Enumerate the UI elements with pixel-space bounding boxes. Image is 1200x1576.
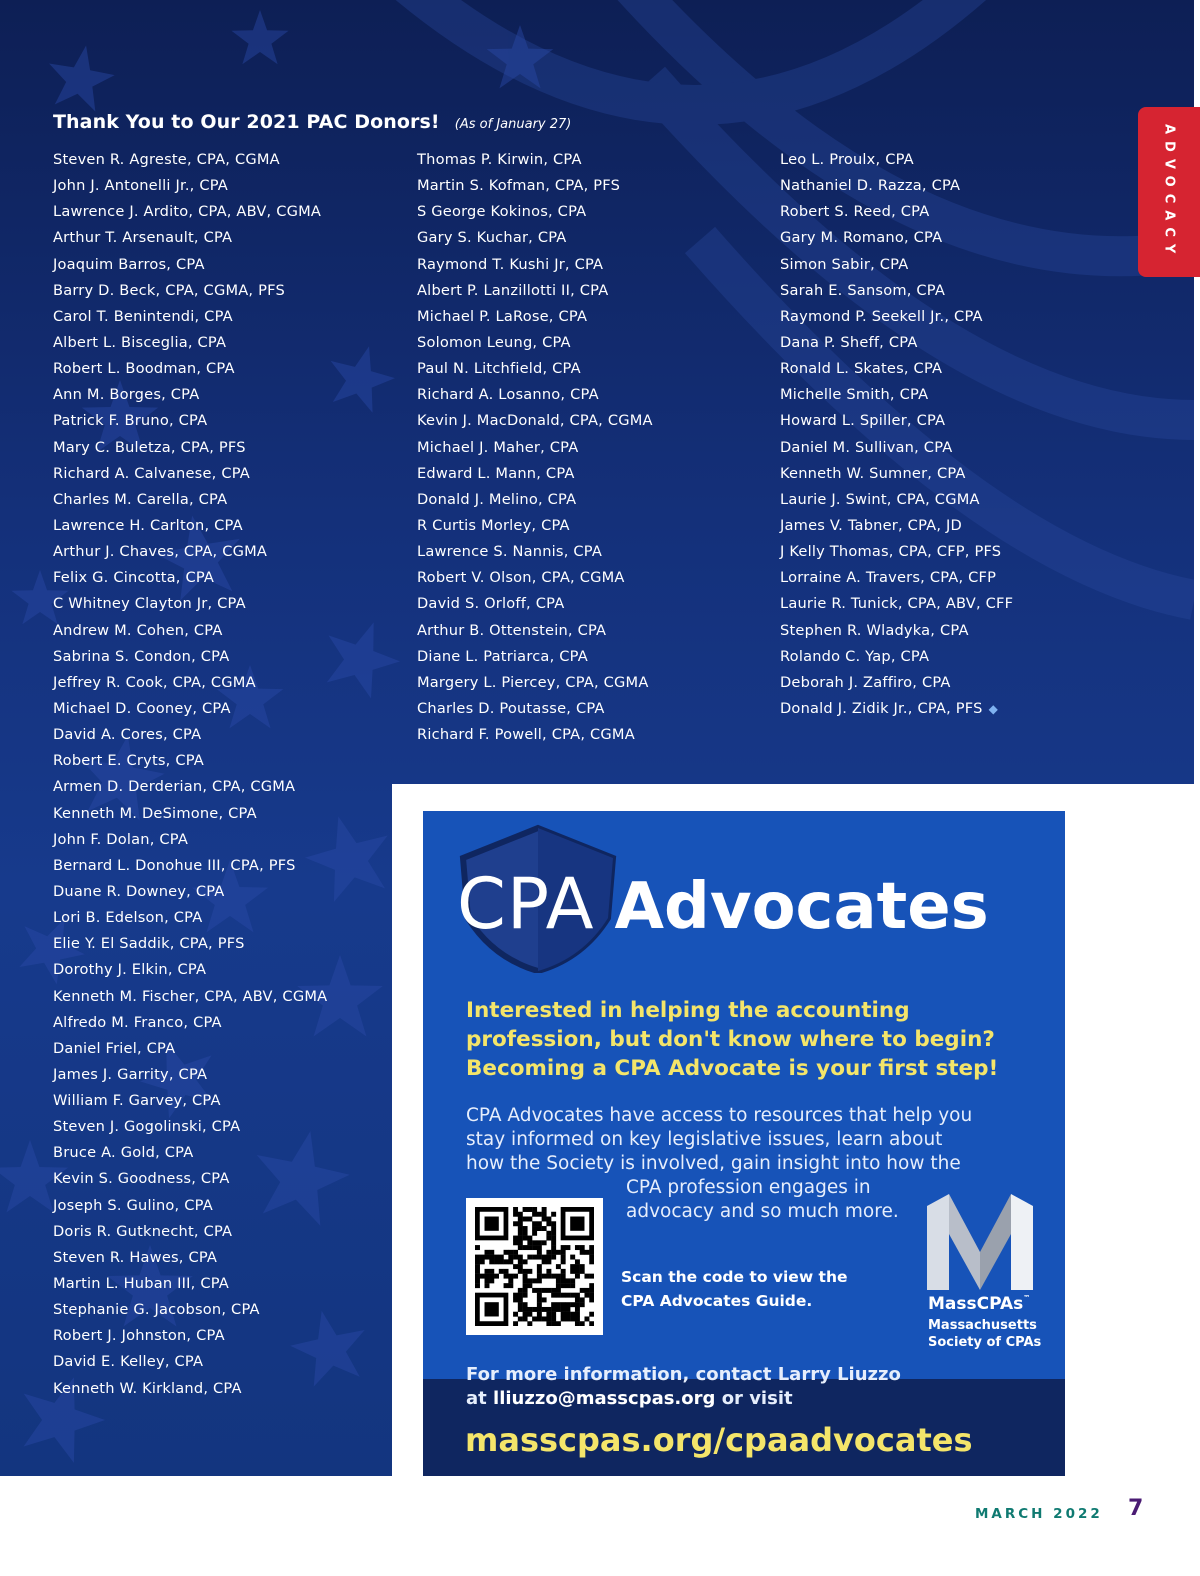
donor-name: Michael D. Cooney, CPA xyxy=(53,699,231,717)
donor-name: Ann M. Borges, CPA xyxy=(53,386,200,404)
end-mark-icon: ◆ xyxy=(988,701,998,716)
donor-name: Albert P. Lanzillotti II, CPA xyxy=(417,281,609,299)
donor-name: Alfredo M. Franco, CPA xyxy=(53,1013,222,1031)
section-tab-label: ADVOCACY xyxy=(1161,123,1177,261)
contact-email-link[interactable]: lliuzzo@masscpas.org xyxy=(493,1388,716,1409)
donor-list-column-2 xyxy=(417,150,653,751)
donor-name: Sabrina S. Condon, CPA xyxy=(53,647,230,665)
donor-name: Donald J. Melino, CPA xyxy=(417,490,577,508)
donor-name: Michelle Smith, CPA xyxy=(780,386,929,404)
donor-name: Robert S. Reed, CPA xyxy=(780,203,930,221)
donor-name: Dorothy J. Elkin, CPA xyxy=(53,961,207,979)
donor-name: Robert E. Cryts, CPA xyxy=(53,752,204,770)
donors-heading xyxy=(53,111,571,133)
donor-name: Sarah E. Sansom, CPA xyxy=(780,281,946,299)
donor-list-column-3 xyxy=(780,150,1013,725)
donor-name: Kenneth W. Kirkland, CPA xyxy=(53,1379,242,1397)
ad-contact: For more information, contact Larry Liuzzo at lliuzzo@masscpas.org or visit xyxy=(466,1364,901,1409)
donor-name: Robert L. Boodman, CPA xyxy=(53,360,235,378)
cpa-advocates-ad xyxy=(423,811,1065,1476)
donor-name: Laurie R. Tunick, CPA, ABV, CFF xyxy=(780,595,1014,613)
donor-name: David S. Orloff, CPA xyxy=(417,595,565,613)
donor-name: Michael P. LaRose, CPA xyxy=(417,307,588,325)
donor-name: Arthur J. Chaves, CPA, CGMA xyxy=(53,543,268,561)
qr-code[interactable] xyxy=(466,1198,603,1335)
donor-name: Edward L. Mann, CPA xyxy=(417,464,575,482)
donor-name: Bernard L. Donohue III, CPA, PFS xyxy=(53,856,296,874)
donor-name: Andrew M. Cohen, CPA xyxy=(53,621,223,639)
donor-name: Stephanie G. Jacobson, CPA xyxy=(53,1301,260,1319)
donor-name: Rolando C. Yap, CPA xyxy=(780,647,930,665)
donor-name: Lawrence H. Carlton, CPA xyxy=(53,516,243,534)
donor-name: Solomon Leung, CPA xyxy=(417,333,571,351)
donor-name: Raymond P. Seekell Jr., CPA xyxy=(780,307,983,325)
masscpas-logo-subtitle: Massachusetts Society of CPAs xyxy=(928,1318,1042,1350)
scan-instruction: Scan the code to view the CPA Advocates Guide. xyxy=(621,1268,848,1310)
donor-name: Steven J. Gogolinski, CPA xyxy=(53,1118,241,1136)
donor-name: Kevin J. MacDonald, CPA, CGMA xyxy=(417,412,653,430)
donor-name: Kenneth W. Sumner, CPA xyxy=(780,464,966,482)
donor-name: Patrick F. Bruno, CPA xyxy=(53,412,208,430)
donor-name: Martin L. Huban III, CPA xyxy=(53,1275,229,1293)
donor-list-column-1 xyxy=(53,150,327,1405)
donor-name: Kenneth M. DeSimone, CPA xyxy=(53,804,257,822)
donor-name: Lorraine A. Travers, CPA, CFP xyxy=(780,569,997,587)
donor-name: Richard F. Powell, CPA, CGMA xyxy=(417,726,635,744)
donor-name: Dana P. Sheff, CPA xyxy=(780,333,918,351)
donor-name: Carol T. Benintendi, CPA xyxy=(53,307,233,325)
donor-name: Mary C. Buletza, CPA, PFS xyxy=(53,438,246,456)
donor-name: Joseph S. Gulino, CPA xyxy=(53,1196,213,1214)
donor-name: Charles D. Poutasse, CPA xyxy=(417,699,605,717)
ad-url-link[interactable]: masscpas.org/cpaadvocates xyxy=(465,1421,973,1459)
donor-name: Gary S. Kuchar, CPA xyxy=(417,229,567,247)
ad-title-cpa: CPA xyxy=(457,863,595,945)
donor-name: S George Kokinos, CPA xyxy=(417,203,587,221)
ad-body-text: CPA Advocates have access to resources that help you stay informed on key legislative issues, learn about how the Society is involved, gain insight into how the xyxy=(466,1105,973,1174)
donor-name: Robert J. Johnston, CPA xyxy=(53,1327,225,1345)
donor-name: Laurie J. Swint, CPA, CGMA xyxy=(780,490,980,508)
donor-name: Felix G. Cincotta, CPA xyxy=(53,569,215,587)
donor-name: Lawrence S. Nannis, CPA xyxy=(417,543,603,561)
ad-title-advocates: Advocates xyxy=(614,870,989,944)
donor-name: Joaquim Barros, CPA xyxy=(53,255,205,273)
donor-name: Nathaniel D. Razza, CPA xyxy=(780,177,961,195)
donor-name: Jeffrey R. Cook, CPA, CGMA xyxy=(53,673,256,691)
page-number: 7 xyxy=(1128,1496,1144,1521)
donor-name: Lawrence J. Ardito, CPA, ABV, CGMA xyxy=(53,203,322,221)
issue-date: MARCH 2022 xyxy=(975,1506,1103,1522)
donor-name: Steven R. Agreste, CPA, CGMA xyxy=(53,151,280,168)
donor-name: Thomas P. Kirwin, CPA xyxy=(417,151,582,168)
donor-name: Lori B. Edelson, CPA xyxy=(53,909,203,927)
donor-name: R Curtis Morley, CPA xyxy=(417,516,570,534)
donor-name: John F. Dolan, CPA xyxy=(53,830,189,848)
donor-name: James V. Tabner, CPA, JD xyxy=(780,516,962,534)
donor-name: Martin S. Kofman, CPA, PFS xyxy=(417,177,621,195)
donor-name: C Whitney Clayton Jr, CPA xyxy=(53,595,246,613)
donor-name: Arthur T. Arsenault, CPA xyxy=(53,229,233,247)
donor-name: Simon Sabir, CPA xyxy=(780,255,909,273)
donor-name: Arthur B. Ottenstein, CPA xyxy=(417,621,607,639)
qr-code-icon xyxy=(475,1207,594,1326)
donor-name: Stephen R. Wladyka, CPA xyxy=(780,621,969,639)
donor-name: Steven R. Hawes, CPA xyxy=(53,1248,218,1266)
donor-name: James J. Garrity, CPA xyxy=(53,1065,208,1083)
donors-date-note: (As of January 27) xyxy=(454,117,572,132)
donor-name: Kenneth M. Fischer, CPA, ABV, CGMA xyxy=(53,987,328,1005)
donor-name: John J. Antonelli Jr., CPA xyxy=(53,177,228,195)
donor-name: Diane L. Patriarca, CPA xyxy=(417,647,588,665)
donor-name: Robert V. Olson, CPA, CGMA xyxy=(417,569,625,587)
donor-name: Kevin S. Goodness, CPA xyxy=(53,1170,230,1188)
donor-name: Daniel M. Sullivan, CPA xyxy=(780,438,953,456)
donor-name: Margery L. Piercey, CPA, CGMA xyxy=(417,673,649,691)
donor-name: Deborah J. Zaffiro, CPA xyxy=(780,673,951,691)
donor-name: William F. Garvey, CPA xyxy=(53,1092,221,1110)
donor-name: David E. Kelley, CPA xyxy=(53,1353,204,1371)
donor-name: Doris R. Gutknecht, CPA xyxy=(53,1222,233,1240)
donor-name: Howard L. Spiller, CPA xyxy=(780,412,946,430)
donor-name: Donald J. Zidik Jr., CPA, PFS ◆ xyxy=(780,699,998,717)
donors-title: Thank You to Our 2021 PAC Donors! xyxy=(53,111,440,133)
donor-name: Bruce A. Gold, CPA xyxy=(53,1144,194,1162)
donor-name: Gary M. Romano, CPA xyxy=(780,229,943,247)
donor-name: Paul N. Litchfield, CPA xyxy=(417,360,581,378)
donor-name: Charles M. Carella, CPA xyxy=(53,490,228,508)
donor-name: J Kelly Thomas, CPA, CFP, PFS xyxy=(780,543,1002,561)
section-tab-advocacy xyxy=(1138,107,1200,277)
donor-name: Barry D. Beck, CPA, CGMA, PFS xyxy=(53,281,285,299)
donor-name: David A. Cores, CPA xyxy=(53,726,202,744)
donor-name: Leo L. Proulx, CPA xyxy=(780,151,914,168)
ad-title xyxy=(457,863,989,945)
donor-name: Duane R. Downey, CPA xyxy=(53,882,225,900)
masscpas-logo-icon xyxy=(927,1194,1033,1290)
donor-name: Richard A. Calvanese, CPA xyxy=(53,464,250,482)
masscpas-logo-text: MassCPAs™ xyxy=(928,1294,1031,1314)
donor-name: Richard A. Losanno, CPA xyxy=(417,386,599,404)
donor-name: Ronald L. Skates, CPA xyxy=(780,360,943,378)
donor-name: Raymond T. Kushi Jr, CPA xyxy=(417,255,604,273)
donor-name: Michael J. Maher, CPA xyxy=(417,438,579,456)
donor-name: Armen D. Derderian, CPA, CGMA xyxy=(53,778,296,796)
ad-headline: Interested in helping the accounting profession, but don't know where to begin? Becoming a CPA Advocate is your first step! xyxy=(466,998,999,1081)
donor-name: Albert L. Bisceglia, CPA xyxy=(53,333,227,351)
donor-name: Daniel Friel, CPA xyxy=(53,1039,176,1057)
ad-body-text-continued: CPA profession engages in advocacy and so much more. xyxy=(626,1177,899,1222)
donor-name: Elie Y. El Saddik, CPA, PFS xyxy=(53,935,245,953)
